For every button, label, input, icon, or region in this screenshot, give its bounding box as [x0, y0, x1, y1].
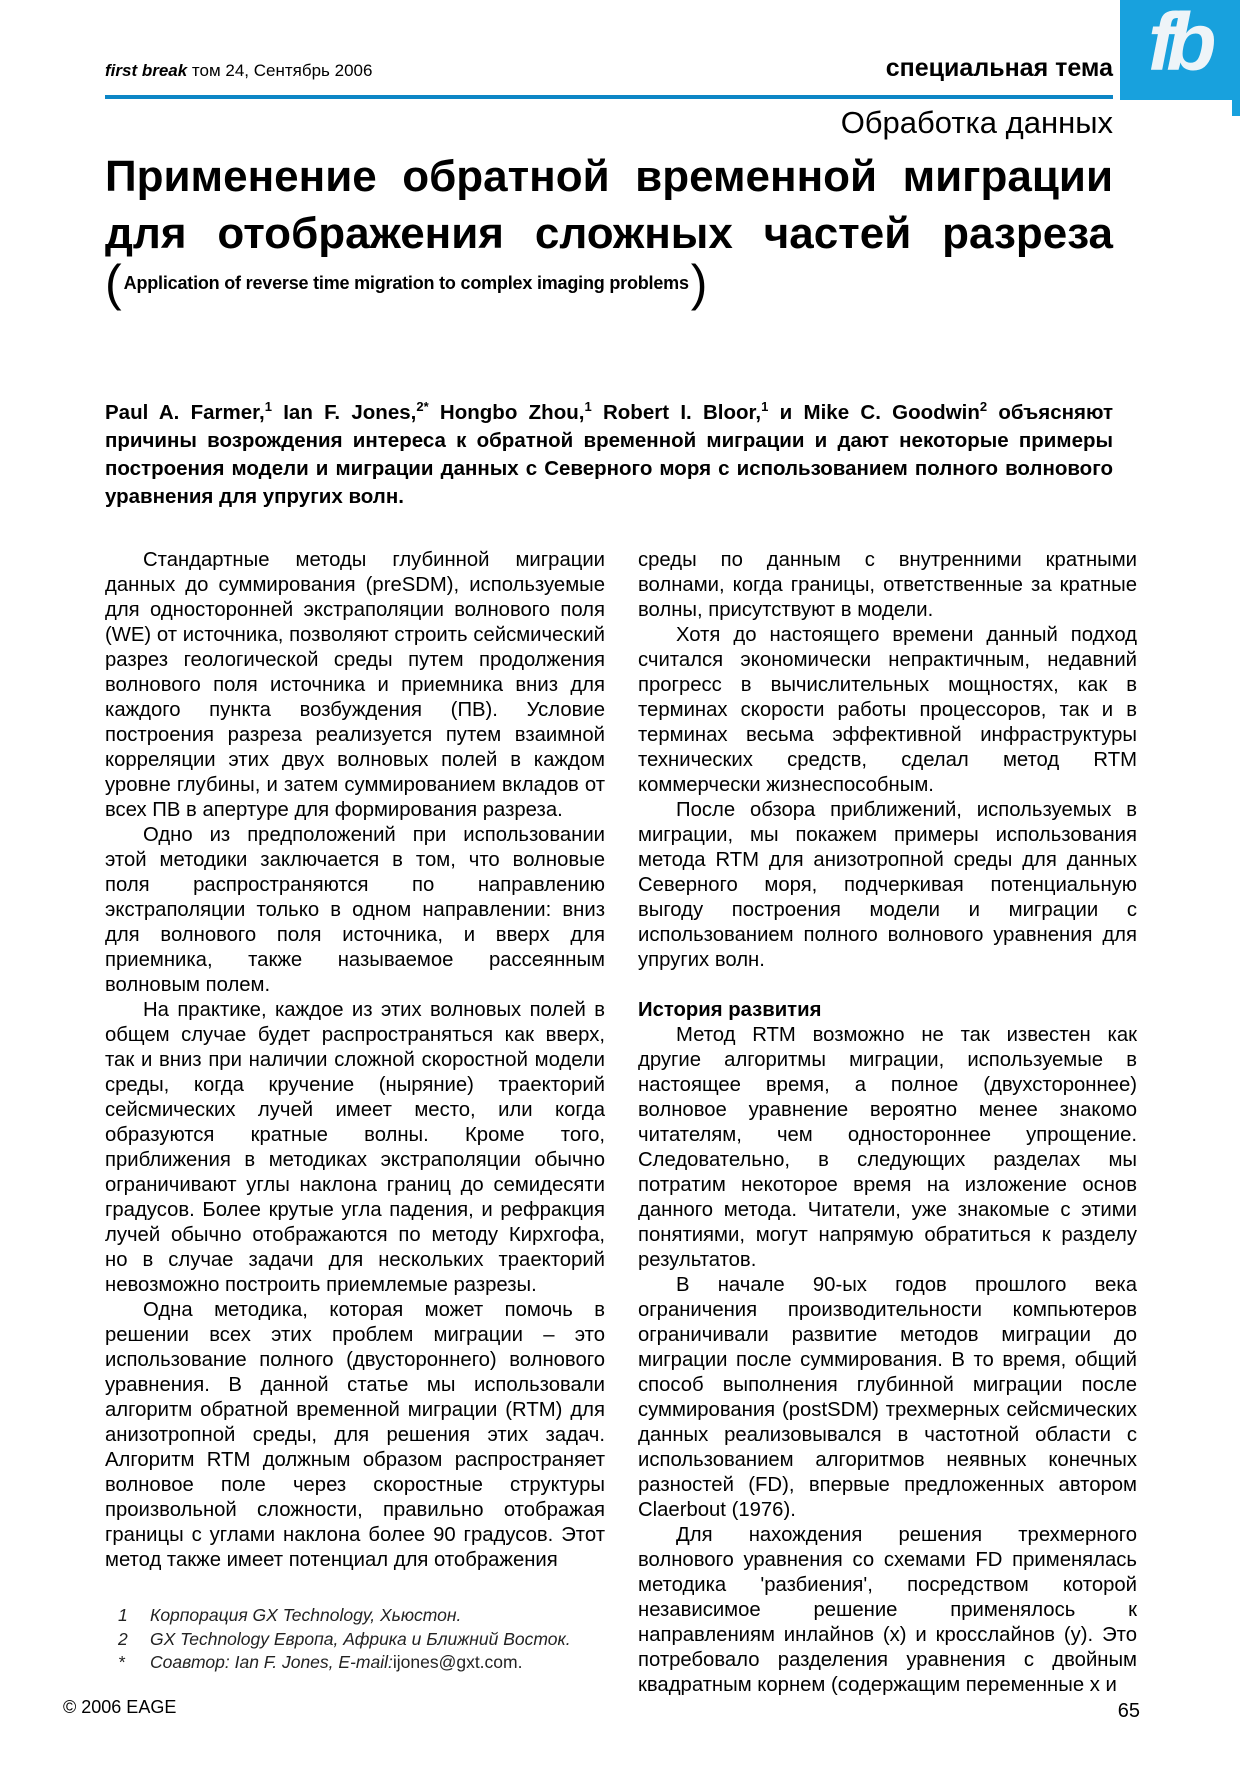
- footnote: [118, 1628, 638, 1652]
- author-affiliation-sup: 2: [979, 399, 988, 415]
- english-subtitle: [105, 255, 1113, 311]
- body-paragraph: Метод RTM возможно не так известен как другие алгоритмы миграции, используемые в настоящее время, а полное (двухстороннее) волновое уравнение вероятно менее знакомо читателям, чем одностороннее упрощение. Следовательно, в следующих разделах мы потратим некоторое время на изложение основ данного метода. Читатели, уже знакомые с этими понятиями, могут напрямую обратиться к разделу результатов.: [638, 1024, 1137, 1271]
- byline-text: Hongbo Zhou,: [428, 401, 585, 424]
- category-heading: Обработка данных: [840, 105, 1113, 140]
- footnote-marker: 1: [118, 1605, 128, 1625]
- author-affiliation-sup: 1: [761, 399, 769, 415]
- author-affiliation-sup: 1: [264, 399, 272, 415]
- body-paragraph: среды по данным с внутренними кратными волнами, когда границы, ответственные за кратные волны, присутствуют в модели.: [638, 549, 1137, 621]
- body-paragraph: Хотя до настоящего времени данный подход считался экономически непрактичным, недавний прогресс в вычислительных мощностях, как в терминах скорости работы процессоров, так и в терминах весьма эффективной инфраструктуры технических средств, сделал метод RTM коммерчески жизнеспособным.: [638, 624, 1137, 796]
- footnote-marker: *: [118, 1652, 125, 1672]
- body-paragraph: На практике, каждое из этих волновых полей в общем случае будет распространяться как вверх, так и вниз при наличии сложной скоростной модели среды, когда кручение (ныряние) траекторий сейсмических лучей имеет место, или когда образуются кратные волны. Кроме того, приближения в методиках экстраполяции обычно ограничивают углы наклона границ до семидесяти градусов. Более крутые угла падения, и рефракция лучей обычно отображаются по методу Кирхгофа, но в случае задачи для нескольких траекторий невозможно построить приемлемые разрезы.: [105, 999, 605, 1296]
- footnote-text: Соавтор: Ian F. Jones, E-mail:: [150, 1652, 393, 1672]
- subtitle-text: Application of reverse time migration to complex imaging problems: [123, 272, 689, 293]
- copyright-notice: © 2006 EAGE: [63, 1697, 177, 1717]
- body-column-left: [105, 548, 605, 1698]
- journal-issue: том 24, Сентябрь 2006: [187, 61, 373, 80]
- journal-name: first break: [105, 61, 188, 80]
- author-affiliation-sup: 1: [584, 399, 592, 415]
- byline-text: объясняют причины возрождения интереса к обратной временной миграции и дают некоторые примеры построения модели и миграции данных с Северного моря с использованием полного волнового уравнения для упругих волн.: [105, 401, 1113, 508]
- byline-text: и Mike C. Goodwin: [768, 401, 980, 424]
- article-body: [105, 548, 1137, 1698]
- firstbreak-logo: [1120, 0, 1240, 100]
- footnotes-block: [118, 1604, 638, 1675]
- page-number: 65: [1117, 1700, 1140, 1722]
- section-label: специальная тема: [885, 54, 1113, 82]
- page-header: [105, 54, 1113, 83]
- footnote-text: GX Technology Европа, Африка и Ближний Восток.: [150, 1628, 571, 1649]
- logo-edge-tab: [1232, 100, 1240, 116]
- firstbreak-logo-text: fb: [1148, 0, 1208, 88]
- author-byline: [105, 399, 1113, 511]
- footnote: [118, 1604, 638, 1628]
- header-rule-divider: [105, 95, 1113, 99]
- footnote-text: Корпорация GX Technology, Хьюстон.: [150, 1605, 462, 1625]
- body-paragraph: Стандартные методы глубинной миграции данных до суммирования (preSDM), используемые для односторонней экстраполяции волнового поля (WE) от источника, позволяют строить сейсмический разрез геологической среды путем продолжения волнового поля источника и приемника вниз для каждого пункта возбуждения (ПВ). Условие построения разреза реализуется путем взаимной корреляции этих двух волновых полей в каждом уровне глубины, и затем суммированием вкладов от всех ПВ в апертуре для формирования разреза.: [105, 549, 605, 821]
- footnote-marker: 2: [118, 1628, 128, 1649]
- footnote-email: ijones@gxt.com.: [392, 1652, 523, 1672]
- byline-text: Robert I. Bloor,: [591, 401, 762, 424]
- byline-text: Ian F. Jones,: [271, 401, 417, 424]
- body-paragraph: Одна методика, которая может помочь в решении всех этих проблем миграции – это использование полного (двустороннего) волнового уравнения. В данной статье мы использовали алгоритм обратной временной миграции (RTM) для анизотропной среды, для решения этих задач. Алгоритм RTM должным образом распространяет волновое поле через скоростные структуры произвольной сложности, правильно отображая границы с углами наклона более 90 градусов. Этот метод также имеет потенциал для отображения: [105, 1299, 605, 1571]
- body-paragraph: Одно из предположений при использовании этой методики заключается в том, что волновые поля распространяются по направлению экстраполяции только в одном направлении: вниз для волнового поля источника, и вверх для приемника, также называемое рассеянным волновым полем.: [105, 824, 605, 996]
- article-title-line1: Применение обратной временной миграции: [105, 152, 1113, 201]
- journal-issue-line: [105, 61, 372, 81]
- author-affiliation-sup: 2*: [416, 399, 429, 415]
- body-paragraph: После обзора приближений, используемых в миграции, мы покажем примеры использования метода RTM для анизотропной среды для данных Северного моря, подчеркивая потенциальную выгоду построения модели и миграции с использованием полного волнового уравнения для упругих волн.: [638, 799, 1137, 971]
- body-column-right: [638, 548, 1137, 1698]
- article-title-line2: для отображения сложных частей разреза: [105, 209, 1113, 258]
- section-heading: История развития: [638, 999, 822, 1021]
- article-title: [105, 148, 1113, 262]
- body-paragraph: Для нахождения решения трехмерного волнового уравнения со схемами FD применялась методика 'разбиения', посредством которой независимое решение применялось к направлениям инлайнов (x) и кросслайнов (y). Это потребовало разделения уравнения с двойным квадратным корнем (содержащим переменные x и: [638, 1524, 1137, 1696]
- subtitle-open-paren: (: [105, 255, 122, 311]
- subtitle-close-paren: ): [690, 255, 708, 311]
- footnote: [118, 1651, 638, 1675]
- body-paragraph: В начале 90-ых годов прошлого века ограничения производительности компьютеров ограничивали развитие методов миграции до миграции после суммирования. В то время, общий способ выполнения глубинной миграции после суммирования (postSDM) трехмерных сейсмических данных реализовывался в частотной области с использованием алгоритмов неявных конечных разностей (FD), впервые предложенных автором Claerbout (1976).: [638, 1274, 1137, 1521]
- byline-text: Paul A. Farmer,: [105, 401, 265, 424]
